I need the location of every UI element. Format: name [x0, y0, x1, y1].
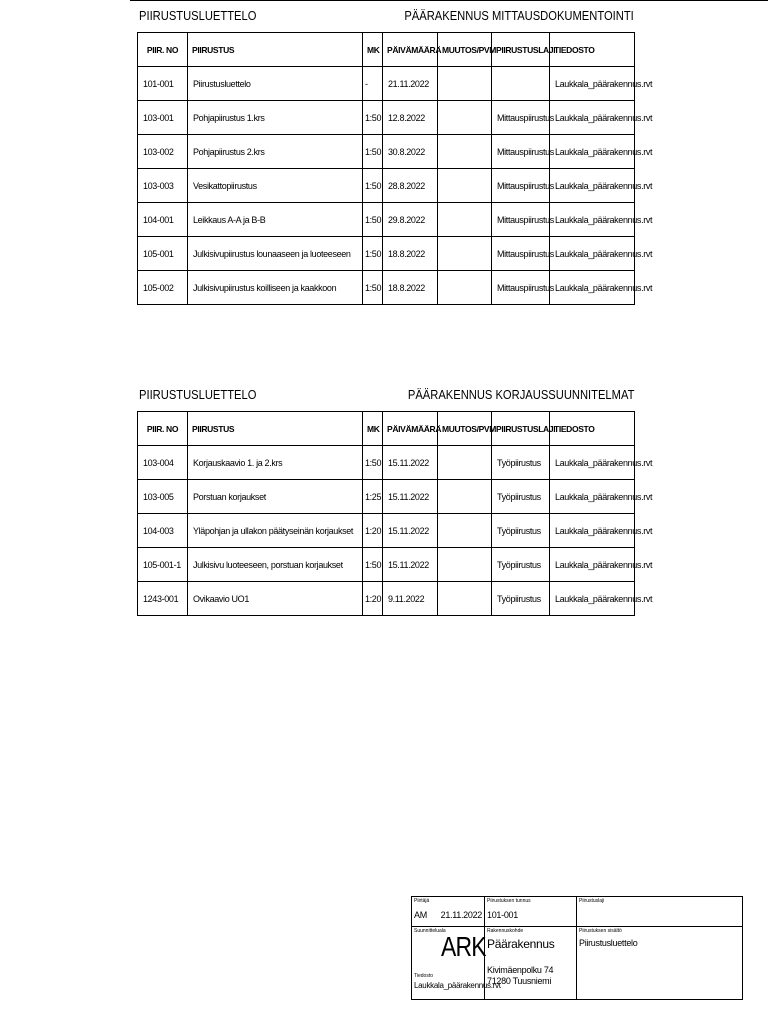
drawing-date: 21.11.2022	[440, 910, 482, 920]
column-header-tiedosto: TIEDOSTO	[550, 412, 635, 446]
cell-file-name: Laukkala_päärakennus.rvt	[550, 548, 635, 582]
cell-date: 21.11.2022	[383, 67, 438, 101]
file-name: Laukkala_päärakennus.rvt	[414, 981, 501, 990]
cell-file-name: Laukkala_päärakennus.rvt	[550, 446, 635, 480]
drawing-content-caption: Piirustuksen sisältö	[579, 928, 622, 934]
cell-file-name: Laukkala_päärakennus.rvt	[550, 169, 635, 203]
cell-scale: 1:20	[363, 582, 383, 616]
column-header-paivamaara: PÄIVÄMÄÄRÄ	[383, 412, 438, 446]
drafter-caption: Piirtäjä	[414, 898, 430, 904]
column-header-piir-no: PIIR. NO	[138, 412, 188, 446]
cell-drawing-type: Työpiirustus	[492, 548, 550, 582]
table-row	[138, 169, 635, 203]
cell-drawing-number: 103-002	[138, 135, 188, 169]
building-name: Päärakennus	[487, 937, 555, 951]
table-header-row	[138, 33, 635, 67]
sheet-section-title: PÄÄRAKENNUS KORJAUSSUUNNITELMAT	[407, 387, 634, 402]
cell-change-date	[438, 514, 492, 548]
cell-date: 15.11.2022	[383, 548, 438, 582]
cell-drawing-type: Mittauspiirustus	[492, 237, 550, 271]
sheet-section-title: PÄÄRAKENNUS MITTAUSDOKUMENTOINTI	[404, 8, 634, 23]
cell-scale: 1:25	[363, 480, 383, 514]
discipline-caption: Suunnittelualа	[414, 928, 446, 934]
cell-drawing-title: Pohjapiirustus 2.krs	[188, 135, 363, 169]
drawing-content: Piirustusluettelo	[579, 938, 638, 948]
drawing-id: 101-001	[487, 910, 518, 920]
cell-file-name: Laukkala_päärakennus.rvt	[550, 67, 635, 101]
drawing-type-caption: Piirustuslaji	[579, 898, 605, 904]
cell-drawing-type: Työpiirustus	[492, 446, 550, 480]
column-header-piirustuslaji: PIIRUSTUSLAJI	[492, 412, 550, 446]
sheet-list-title: PIIRUSTUSLUETTELO	[139, 387, 257, 402]
cell-drawing-number: 105-001	[138, 237, 188, 271]
cell-change-date	[438, 169, 492, 203]
cell-drawing-title: Julkisivu luoteeseen, porstuan korjaukset	[188, 548, 363, 582]
cell-drawing-type: Työpiirustus	[492, 514, 550, 548]
cell-change-date	[438, 548, 492, 582]
cell-drawing-type: Työpiirustus	[492, 480, 550, 514]
table-row	[138, 203, 635, 237]
column-header-mk: MK	[363, 33, 383, 67]
cell-drawing-number: 104-003	[138, 514, 188, 548]
page-top-border	[130, 0, 768, 1]
cell-change-date	[438, 271, 492, 305]
cell-drawing-title: Piirustusluettelo	[188, 67, 363, 101]
cell-change-date	[438, 67, 492, 101]
column-header-piirustus: PIIRUSTUS	[188, 412, 363, 446]
title-block-type-cell	[577, 897, 742, 927]
cell-drawing-title: Korjauskaavio 1. ja 2.krs	[188, 446, 363, 480]
building-street-address: Kivimäenpolku 74	[487, 965, 554, 975]
cell-drawing-type	[492, 67, 550, 101]
cell-drawing-type: Mittauspiirustus	[492, 271, 550, 305]
table-row	[138, 67, 635, 101]
cell-drawing-number: 104-001	[138, 203, 188, 237]
cell-drawing-title: Julkisivupiirustus lounaaseen ja luoteeseen	[188, 237, 363, 271]
table-row	[138, 446, 635, 480]
title-block-content-cell	[577, 927, 742, 999]
cell-change-date	[438, 582, 492, 616]
column-header-piirustuslaji: PIIRUSTUSLAJI	[492, 33, 550, 67]
cell-change-date	[438, 480, 492, 514]
column-header-piirustus: PIIRUSTUS	[188, 33, 363, 67]
table-row	[138, 237, 635, 271]
cell-file-name: Laukkala_päärakennus.rvt	[550, 101, 635, 135]
column-header-piir-no: PIIR. NO	[138, 33, 188, 67]
title-block-drafter-cell	[412, 897, 485, 927]
cell-file-name: Laukkala_päärakennus.rvt	[550, 271, 635, 305]
cell-scale: -	[363, 67, 383, 101]
title-block-discipline-cell	[412, 927, 501, 999]
column-header-muutos-pvm: MUUTOS/PVM	[438, 412, 492, 446]
cell-file-name: Laukkala_päärakennus.rvt	[550, 582, 635, 616]
cell-drawing-title: Vesikattopiirustus	[188, 169, 363, 203]
cell-date: 18.8.2022	[383, 271, 438, 305]
cell-file-name: Laukkala_päärakennus.rvt	[550, 514, 635, 548]
cell-drawing-number: 105-001-1	[138, 548, 188, 582]
cell-change-date	[438, 203, 492, 237]
title-block-id-cell	[485, 897, 577, 927]
column-header-paivamaara: PÄIVÄMÄÄRÄ	[383, 33, 438, 67]
cell-date: 15.11.2022	[383, 480, 438, 514]
table-row	[138, 582, 635, 616]
cell-scale: 1:20	[363, 514, 383, 548]
cell-scale: 1:50	[363, 169, 383, 203]
cell-drawing-title: Leikkaus A-A ja B-B	[188, 203, 363, 237]
cell-file-name: Laukkala_päärakennus.rvt	[550, 480, 635, 514]
cell-date: 15.11.2022	[383, 514, 438, 548]
table-row	[138, 548, 635, 582]
cell-date: 18.8.2022	[383, 237, 438, 271]
drawing-list-table-korjaussuunnitelmat	[137, 411, 653, 616]
cell-drawing-type: Mittauspiirustus	[492, 101, 550, 135]
cell-date: 28.8.2022	[383, 169, 438, 203]
cell-date: 15.11.2022	[383, 446, 438, 480]
cell-drawing-title: Pohjapiirustus 1.krs	[188, 101, 363, 135]
table-row	[138, 514, 635, 548]
cell-file-name: Laukkala_päärakennus.rvt	[550, 203, 635, 237]
sheet-heading-mittausdokumentointi	[137, 6, 634, 26]
title-block-building-cell	[485, 927, 577, 999]
table-row	[138, 480, 635, 514]
drafter-initials: AM	[414, 910, 427, 920]
cell-scale: 1:50	[363, 271, 383, 305]
column-header-tiedosto: TIEDOSTO	[550, 33, 635, 67]
discipline-code: ARK	[441, 931, 486, 962]
cell-drawing-number: 103-001	[138, 101, 188, 135]
cell-scale: 1:50	[363, 203, 383, 237]
cell-drawing-number: 105-002	[138, 271, 188, 305]
building-postal-address: 71280 Tuusniemi	[487, 976, 552, 986]
cell-drawing-title: Julkisivupiirustus koilliseen ja kaakkoon	[188, 271, 363, 305]
cell-drawing-title: Porstuan korjaukset	[188, 480, 363, 514]
table-row	[138, 135, 635, 169]
cell-change-date	[438, 135, 492, 169]
cell-drawing-title: Ovikaavio UO1	[188, 582, 363, 616]
drawing-id-caption: Piirustuksen tunnus	[487, 898, 531, 904]
cell-drawing-type: Mittauspiirustus	[492, 169, 550, 203]
sheet-list-title: PIIRUSTUSLUETTELO	[139, 8, 257, 23]
table-row	[138, 101, 635, 135]
cell-date: 12.8.2022	[383, 101, 438, 135]
drawing-list-table-mittausdokumentointi	[137, 32, 653, 305]
cell-drawing-number: 103-005	[138, 480, 188, 514]
cell-scale: 1:50	[363, 548, 383, 582]
cell-file-name: Laukkala_päärakennus.rvt	[550, 237, 635, 271]
cell-drawing-type: Mittauspiirustus	[492, 203, 550, 237]
title-block	[411, 896, 743, 1000]
building-caption: Rakennuskohde	[487, 928, 524, 934]
table-row	[138, 271, 635, 305]
cell-drawing-type: Työpiirustus	[492, 582, 550, 616]
sheet-heading-korjaussuunnitelmat	[137, 385, 634, 405]
cell-drawing-type: Mittauspiirustus	[492, 135, 550, 169]
cell-drawing-title: Yläpohjan ja ullakon päätyseinän korjaukset	[188, 514, 363, 548]
cell-drawing-number: 103-003	[138, 169, 188, 203]
cell-date: 29.8.2022	[383, 203, 438, 237]
cell-scale: 1:50	[363, 446, 383, 480]
cell-scale: 1:50	[363, 101, 383, 135]
cell-scale: 1:50	[363, 237, 383, 271]
cell-drawing-number: 101-001	[138, 67, 188, 101]
cell-drawing-number: 103-004	[138, 446, 188, 480]
cell-change-date	[438, 101, 492, 135]
cell-change-date	[438, 237, 492, 271]
file-caption: Tiedosto	[414, 973, 433, 979]
cell-change-date	[438, 446, 492, 480]
cell-date: 9.11.2022	[383, 582, 438, 616]
cell-drawing-number: 1243-001	[138, 582, 188, 616]
column-header-muutos-pvm: MUUTOS/PVM	[438, 33, 492, 67]
cell-date: 30.8.2022	[383, 135, 438, 169]
table-header-row	[138, 412, 635, 446]
cell-file-name: Laukkala_päärakennus.rvt	[550, 135, 635, 169]
cell-scale: 1:50	[363, 135, 383, 169]
column-header-mk: MK	[363, 412, 383, 446]
